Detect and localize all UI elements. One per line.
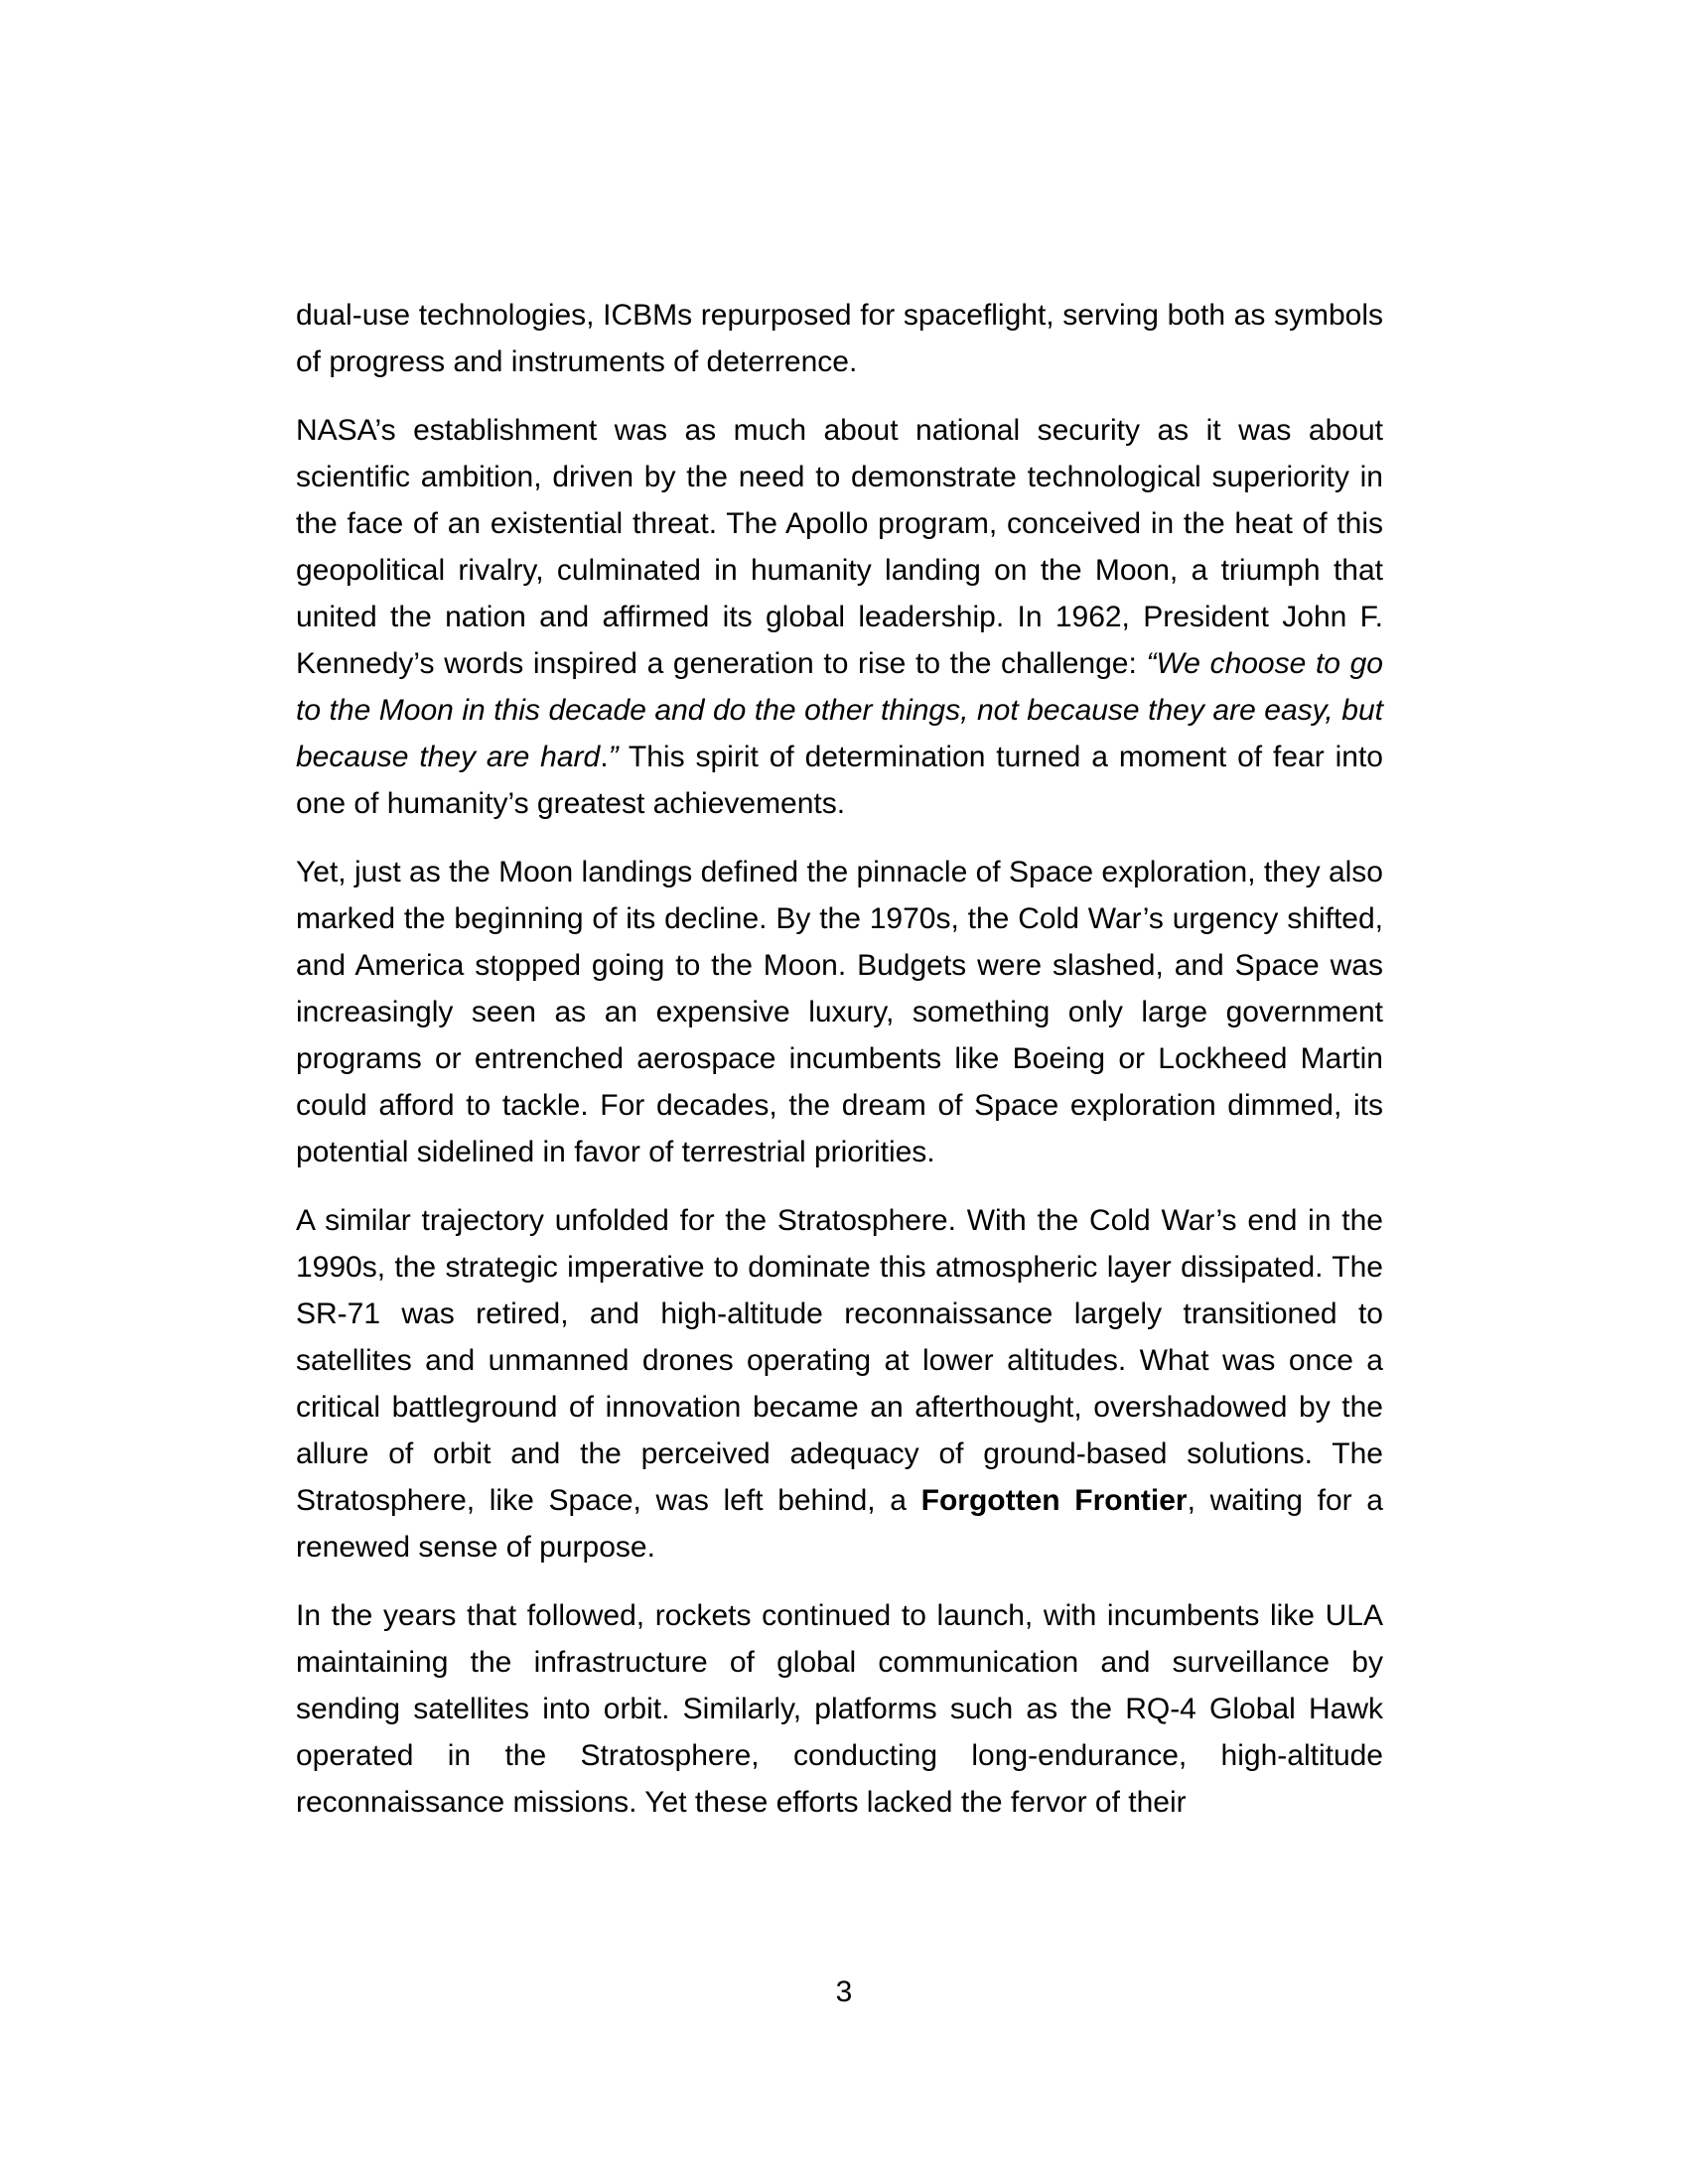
- paragraph-3: [296, 849, 1383, 1175]
- paragraph-4: [296, 1197, 1383, 1570]
- body-text: [296, 292, 1383, 1847]
- paragraph-2-intro: NASA’s establishment was as much about national security as it was about scientific ambition, driven by the need to demonstrate technological superiority in the face of an existential threat. The Apollo program, conceived in the heat of this geopolitical rivalry, culminated in humanity landing on the Moon, a triumph that united the nation and affirmed its global leadership. In 1962, President John F. Kennedy’s words inspired a generation to rise to the challenge:: [296, 414, 1383, 680]
- paragraph-5-text: In the years that followed, rockets continued to launch, with incumbents like ULA maintaining the infrastructure of global communication and surveillance by sending satellites into orbit. Similarly, platforms such as the RQ-4 Global Hawk operated in the Stratosphere, conducting long-endurance, high-altitude reconnaissance missions. Yet these efforts lacked the fervor of their: [296, 1599, 1383, 1819]
- paragraph-3-text: Yet, just as the Moon landings defined the pinnacle of Space exploration, they also marked the beginning of its decline. By the 1970s, the Cold War’s urgency shifted, and America stopped going to the Moon. Budgets were slashed, and Space was increasingly seen as an expensive luxury, something only large government programs or entrenched aerospace incumbents like Boeing or Lockheed Martin could afford to tackle. For decades, the dream of Space exploration dimmed, its potential sidelined in favor of terrestrial priorities.: [296, 856, 1383, 1168]
- forgotten-frontier-term: Forgotten Frontier: [920, 1484, 1188, 1517]
- paragraph-2: [296, 407, 1383, 827]
- quote-close-mark: ”: [608, 741, 619, 773]
- quote-period: .: [600, 741, 609, 773]
- paragraph-5: [296, 1592, 1383, 1826]
- paragraph-4-intro: A similar trajectory unfolded for the Stratosphere. With the Cold War’s end in the 1990s, the strategic imperative to dominate this atmospheric layer dissipated. The SR-71 was retired, and high-altitude reconnaissance largely transitioned to satellites and unmanned drones operating at lower altitudes. What was once a critical battleground of innovation became an afterthought, overshadowed by the allure of orbit and the perceived adequacy of ground-based solutions. The Stratosphere, like Space, was left behind, a: [296, 1204, 1383, 1517]
- paragraph-1-text: dual-use technologies, ICBMs repurposed for spaceflight, serving both as symbols of progress and instruments of deterrence.: [296, 299, 1383, 378]
- paragraph-1: [296, 292, 1383, 385]
- page-number: 3: [835, 1976, 853, 2008]
- paragraph-2-outro: This spirit of determination turned a moment of fear into one of humanity’s greatest achievements.: [296, 741, 1383, 820]
- kennedy-quote: “We choose to go to the Moon in this decade and do the other things, not because they are easy, but because they are hard: [296, 647, 1383, 773]
- paragraph-4-outro: , waiting for a renewed sense of purpose.: [296, 1484, 1383, 1564]
